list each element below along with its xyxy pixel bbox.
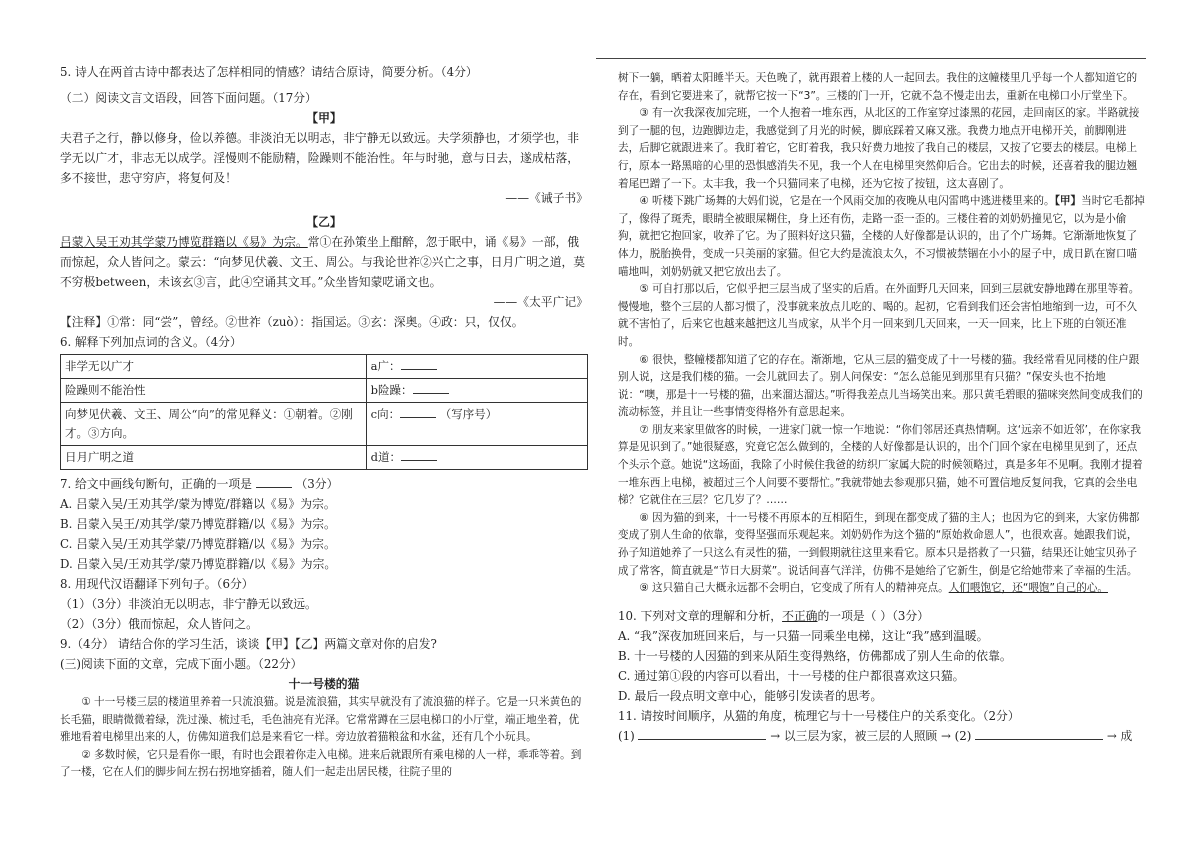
passage-yi-text — [60, 232, 588, 292]
story-title: 十一号楼的猫 — [288, 677, 360, 691]
table-cell[interactable]: c向： （写序号） — [366, 403, 587, 446]
question-11: 11. 请按时间顺序，从猫的角度，梳理它与十一号楼住户的关系变化。（2分） — [618, 708, 1020, 723]
question-9: 9.（4分） 请结合你的学习生活，谈谈【甲】【乙】两篇文章对你的启发? — [60, 637, 437, 651]
table-cell[interactable]: a广： — [366, 355, 587, 379]
story-paragraph-6: ⑥ 很快，整幢楼都知道了它的存在。渐渐地，它从三层的猫变成了十一号楼的猫。我经常看见同楼的住户跟别人说，这是我们楼的猫。一会儿就回去了。别人问保安：“怎么总能见到那里有只猫？”保安头也不抬地说：“噢，那是十一号楼的猫，出来溜达溜达。”听得我差点儿当场笑出来。那只黄毛碧眼的猫咪突然间变成我们的流动标签，并且让一些事情变得格外有意思起来。 — [618, 353, 1143, 419]
story-paragraph-9: ⑨ 这只猫自己大概永远都不会明白，它变成了所有人的精神亮点。人们喂饱它，还“喂饱”自己的心。 — [639, 582, 1108, 595]
option-d: D. 最后一段点明文章中心，能够引发读者的思考。 — [618, 688, 883, 703]
left-column — [60, 62, 588, 782]
underlined-sentence: 人们喂饱它，还“喂饱”自己的心。 — [948, 582, 1108, 595]
option-a: A. 吕蒙入吴/王劝其学/蒙为博览/群籍以《易》为宗。 — [60, 497, 336, 511]
table-row — [61, 379, 588, 403]
table-row — [61, 355, 588, 379]
passage-jia-heading: 【甲】 — [306, 111, 342, 125]
option-c: C. 通过第①段的内容可以看出，十一号楼的住户都很喜欢这只猫。 — [618, 668, 965, 683]
answer-blank[interactable] — [638, 739, 766, 740]
story-paragraph-3: ③ 有一次我深夜加完班，一个人抱着一堆东西，从北区的工作室穿过漆黑的花园，走回南区的家。半路就接到了一腿的包，边跑脚边走，我感觉到了月光的时候，脚底踩着又麻又涨。我费力地点开电梯开关，前脚刚进去，后脚它就跟进来了。我盯着它，它盯着我，我只好费力地按了我自己的楼层，又按了它要去的楼层。电梯上行，原本一路黑暗的心里的恐惧感消失不见，我一个人在电梯里突然仰后合。它出去的时候，还喜着我的腿边翘着尾巴蹭了一下。太丰我，我一个只猫同来了电梯，还为它按了按钮，这太喜剧了。 — [618, 107, 1140, 190]
option-b: B. 吕蒙入吴王/劝其学/蒙乃博览群籍/以《易》为宗。 — [60, 517, 336, 531]
passage-jia-source: ——《诫子书》 — [505, 191, 588, 205]
story-paragraph-5: ⑤ 可自打那以后，它似乎把三层当成了坚实的后盾。在外面野几天回来，回到三层就安静地蹲在那里等着。慢慢地，整个三层的人都习惯了，没事就来放点儿吃的、喝的。起初，它看到我们还会害怕地缩到一边，可不久就不害怕了，后来它也越来越把这儿当成家，从半个月一回来到几天回来，一天一回来，比上下班的白领还准时。 — [618, 283, 1140, 348]
table-cell: 日月广明之道 — [61, 446, 367, 470]
answer-blank — [401, 369, 437, 370]
annotations: 【注释】①常：同“尝”，曾经。②世祚（zuò）：指国运。③玄：深奥。④政：只，仅仅。 — [60, 315, 524, 329]
question-10: 10. 下列对文章的理解和分析，不正确的一项是（ ）（3分） — [618, 608, 930, 623]
header-rule — [596, 58, 1146, 59]
passage-yi-heading: 【乙】 — [306, 215, 342, 229]
answer-blank — [400, 417, 436, 418]
option-b: B. 十一号楼的人因猫的到来从陌生变得熟络，仿佛都成了别人生命的依靠。 — [618, 648, 1012, 663]
question-11-answer: (1) → 以三层为家，被三层的人照顾 → (2) → 成 — [618, 728, 1133, 743]
section-3-heading: (三)阅读下面的文章，完成下面小题。（22分） — [60, 657, 303, 671]
question-6: 6. 解释下列加点词的含义。（4分） — [60, 335, 242, 349]
option-a: A. “我”深夜加班回来后，与一只猫一同乘坐电梯，这让“我”感到温暖。 — [618, 628, 989, 643]
question-5: 5. 诗人在两首古诗中都表达了怎样相同的情感？请结合原诗，简要分析。（4分） — [60, 65, 478, 79]
right-column — [618, 70, 1146, 746]
table-cell: 向梦见伏羲、文王、周公“向”的常见释义：①朝着。②刚才。③方向。 — [61, 403, 367, 446]
question-7: 7. 给文中画线句断句，正确的一项是 （3分） — [60, 477, 339, 491]
answer-blank[interactable] — [975, 739, 1103, 740]
table-cell: 险躁则不能治性 — [61, 379, 367, 403]
answer-blank — [401, 460, 437, 461]
passage-jia-text: 夫君子之行，静以修身，俭以养德。非淡泊无以明志，非宁静无以致远。夫学须静也，才须学也，非学无以广才，非志无以成学。淫慢则不能励精，险躁则不能治性。年与时驰，意与日去，遂成枯落，多不接世，悲守穷庐，将复何及！ — [60, 131, 580, 185]
table-row — [61, 446, 588, 470]
mark-jia: 【甲】 — [1054, 195, 1082, 208]
table-cell[interactable]: d道： — [366, 446, 587, 470]
underlined-sentence: 吕蒙入吴王劝其学蒙乃博览群籍以《易》为宗。 — [60, 235, 308, 249]
section-2-heading: （二）阅读文言文语段，回答下面问题。（17分） — [60, 91, 317, 105]
option-c: C. 吕蒙入吴/王劝其学蒙/乃博览群籍/以《易》为宗。 — [60, 537, 336, 551]
option-d: D. 吕蒙入吴/王劝其学/蒙乃博览群籍/以《易》为宗。 — [60, 557, 337, 571]
question-8-1: （1）（3分）非淡泊无以明志，非宁静无以致远。 — [60, 597, 317, 611]
story-paragraph-1: ① 十一号楼三层的楼道里养着一只流浪猫。说是流浪猫，其实早就没有了流浪猫的样子。它是一只米黄色的长毛猫，眼睛微微着绿，洗过澡、梳过毛，毛色油亮有光泽。它常常蹲在三层电梯口的小厅堂，端正地坐着，优雅地看着电梯里出来的人，仿佛知道我们总是来看它一样。旁边放着猫粮盆和水盆，还有几个小玩具。 — [60, 696, 582, 744]
story-paragraph-4: ④ 听楼下跳广场舞的大妈们说，它是在一个风雨交加的夜晚从电闪雷鸣中逃进楼里来的。【甲】当时它毛都掉了，像得了斑秃，眼睛全被眼屎糊住，身上还有伤，走路一歪一歪的。三楼住着的刘奶奶撞见它，以为是小偷狗，就把它抱回家，收养了它。为了照料好这只猫，全楼的人好像都是认识的，出了个广场舞。它渐渐地恢复了体力，脱胎换骨，变成一只美丽的家猫。但它大约是流浪太久，不习惯被禁锢在小小的屋子中，成日趴在窗口喵喵地叫，刘奶奶就又把它放出去了。 — [618, 195, 1145, 278]
story-paragraph-2-cont: 树下一躺，晒着太阳睡半天。天色晚了，就再跟着上楼的人一起回去。我住的这幢楼里几乎每一个人都知道它的存在，看到它要进来了，就帮它按一下“3”。三楼的门一开，它就不急不慢走出去，重新在电梯口小厅堂坐下。 — [618, 72, 1138, 102]
table-cell[interactable]: b险躁： — [366, 379, 587, 403]
question-8-2: （2）（3分）俄而惊起，众人皆问之。 — [60, 617, 258, 631]
question-8: 8. 用现代汉语翻译下列句子。（6分） — [60, 577, 254, 591]
passage-yi-source: ——《太平广记》 — [493, 295, 588, 309]
answer-blank — [413, 393, 449, 394]
story-paragraph-7: ⑦ 朋友来家里做客的时候，一进家门就一惊一乍地说：“你们邻居还真热情啊。这‘远亲不如近邻’，在你家我算是见识到了。”她很疑惑，究竟它怎么做到的，全楼的人好像都是认识的，出个门回个家在电梯里见到了，还点个头示个意。她说“这场面，我除了小时候住我爸的纺织厂家属大院的时候领略过，真是多年不见啊。我刚才提着一堆东西上电梯，被超过三个人问要不要帮忙。”我就带她去参观那只猫，她不可置信地反复问我，它真的会坐电梯？它就住在三层？它几岁了？…… — [618, 423, 1143, 507]
story-paragraph-2: ② 多数时候，它只是看你一眼，有时也会跟着你走入电梯。进来后就跟所有乘电梯的人一样，乖乖等着。到了一楼，它在人们的脚步间左拐右拐地穿插着，随人们一起走出居民楼，往院子里的 — [60, 748, 582, 779]
passage-yi-rest: 常①在孙策坐上酣醉，忽于眠中，诵《易》一部，俄而惊起，众人皆问之。蒙云：“向梦见伏羲、文王、周公。与我论世祚②兴亡之事，日月广明之道，莫不穷极between，未该玄③言，此④空诵其文耳。”众坐皆知蒙呓诵文也。 — [60, 235, 586, 289]
story-paragraph-8: ⑧ 因为猫的到来，十一号楼不再原本的互相陌生，到现在都变成了猫的主人；也因为它的到来，大家仿佛都变成了别人生命的依靠，变得坚强而乐观起来。刘奶奶作为这个猫的“原始救命恩人”，也很欢喜。她跟我们说，孙子知道她养了一只这么有灵性的猫，一到假期就往这里来看它。原本只是搭救了一只猫，结果还让她宝贝孙子成了常客，简直就是“节日大厨菜”。说话间喜气洋洋，仿佛不是她给了它新生，倒是它给她带来了幸福的生活。 — [618, 511, 1140, 577]
answer-blank[interactable] — [256, 487, 292, 488]
table-cell: 非学无以广才 — [61, 355, 367, 379]
question-6-table — [60, 354, 588, 470]
table-row — [61, 403, 588, 446]
